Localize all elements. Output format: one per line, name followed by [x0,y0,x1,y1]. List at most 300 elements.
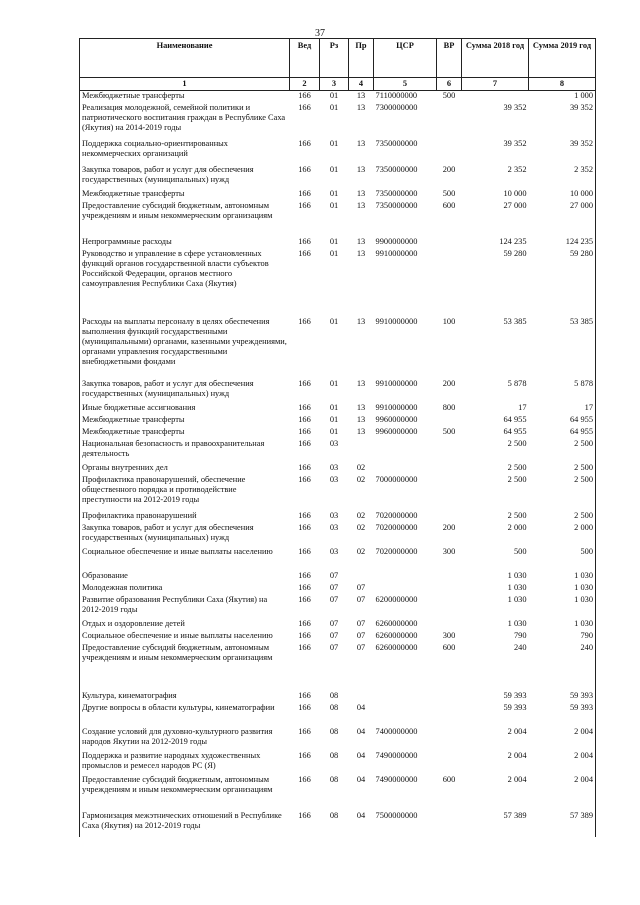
cell-rz: 01 [329,102,339,112]
cell-csr: 7000000000 [375,474,418,484]
cell-csr: 7350000000 [375,164,418,174]
cell-vr [437,237,462,249]
cell-sum-2018: 500 [513,546,527,556]
cell-sum-2019: 790 [529,631,596,643]
cell-sum-2019: 2 004 [529,775,596,811]
cell-ved: 166 [298,378,311,388]
cell-rz: 07 [329,630,339,640]
cell-pr: 13 [356,164,366,174]
header-csr: ЦСР [374,39,437,78]
header-row [80,39,596,78]
cell-sum-2019: 59 393 [529,691,596,703]
cell-pr: 13 [356,402,366,412]
cell-rz: 08 [329,690,339,700]
cell-name: Отдых и оздоровление детей [80,619,290,631]
cell-vr [437,103,462,139]
header-pr: Пр [349,39,374,78]
cell-csr [374,703,437,727]
cell-csr: 9910000000 [375,316,418,326]
cell-csr: 6260000000 [375,630,418,640]
cell-sum-2018: 2 500 [507,474,527,484]
cell-sum-2019: 5 878 [529,379,596,403]
cell-name: Межбюджетные трансферты [80,427,290,439]
cell-sum-2018: 59 393 [503,702,527,712]
cell-vr: 300 [442,546,456,556]
cell-sum-2018: 59 393 [503,690,527,700]
cell-rz: 08 [329,750,339,760]
column-number: 2 [290,78,320,91]
cell-csr: 7300000000 [375,102,418,112]
cell-csr: 6260000000 [375,642,418,652]
column-number: 4 [349,78,374,91]
header-rz: Рз [320,39,349,78]
cell-name: Социальное обеспечение и иные выплаты населению [80,631,290,643]
cell-sum-2018: 1 030 [507,594,527,604]
table-row [80,571,596,583]
cell-name: Молодежная политика [80,583,290,595]
cell-name: Поддержка социально-ориентированных некоммерческих организаций [80,139,290,165]
cell-sum-2019: 10 000 [529,189,596,201]
cell-sum-2019: 124 235 [529,237,596,249]
cell-pr [349,691,374,703]
cell-csr: 7350000000 [375,188,418,198]
cell-ved: 166 [298,200,311,210]
cell-vr [437,139,462,165]
table-row [80,595,596,619]
cell-name: Закупка товаров, работ и услуг для обеспечения государственных (муниципальных) нужд [80,165,290,189]
header-name: Наименование [80,39,290,78]
cell-pr: 13 [356,200,366,210]
cell-sum-2018: 27 000 [503,200,527,210]
header-vr: ВР [437,39,462,78]
cell-ved: 166 [298,188,311,198]
table-row [80,103,596,139]
cell-ved: 166 [298,138,311,148]
cell-vr: 500 [442,426,456,436]
cell-rz: 01 [329,316,339,326]
cell-sum-2018: 124 235 [499,236,527,246]
cell-name: Закупка товаров, работ и услуг для обеспечения государственных (муниципальных) нужд [80,523,290,547]
cell-vr [437,727,462,751]
cell-rz: 01 [329,200,339,210]
cell-sum-2018: 17 [518,402,527,412]
cell-ved: 166 [298,402,311,412]
cell-pr: 13 [356,102,366,112]
cell-ved: 166 [298,522,311,532]
cell-sum-2018 [462,91,529,103]
cell-sum-2019: 53 385 [529,317,596,379]
cell-sum-2019: 57 389 [529,811,596,837]
cell-pr: 07 [356,582,366,592]
cell-rz: 01 [329,236,339,246]
cell-csr: 7110000000 [375,91,418,100]
cell-rz: 07 [329,570,339,580]
cell-pr: 02 [356,546,366,556]
cell-sum-2018: 5 878 [507,378,527,388]
column-number: 1 [80,78,290,91]
table-row [80,523,596,547]
cell-vr: 600 [442,774,456,784]
cell-pr: 13 [356,378,366,388]
table-row [80,403,596,415]
cell-sum-2019: 1 030 [529,619,596,631]
cell-rz: 08 [329,774,339,784]
table-row [80,643,596,691]
cell-csr [374,463,437,475]
cell-csr: 6260000000 [375,618,418,628]
cell-sum-2018: 2 004 [507,750,527,760]
column-number: 6 [437,78,462,91]
cell-pr [349,571,374,583]
cell-name: Профилактика правонарушений, обеспечение общественного порядка и противодействие преступности на 2012-2019 годы [80,475,290,511]
cell-ved: 166 [298,474,311,484]
cell-name: Другие вопросы в области культуры, кинематографии [80,703,290,727]
cell-sum-2019: 2 500 [529,463,596,475]
cell-sum-2018: 1 030 [507,582,527,592]
cell-sum-2018: 39 352 [503,138,527,148]
cell-sum-2018: 240 [513,642,527,652]
cell-ved: 166 [298,702,311,712]
cell-vr: 100 [442,316,456,326]
cell-sum-2019: 2 352 [529,165,596,189]
cell-vr [437,511,462,523]
cell-vr [437,619,462,631]
cell-vr [437,691,462,703]
cell-name: Гармонизация межэтнических отношений в Республике Саха (Якутия) на 2012-2019 годы [80,811,290,837]
cell-rz: 08 [329,726,339,736]
cell-vr: 600 [442,642,456,652]
cell-name: Культура, кинематография [80,691,290,703]
cell-rz: 01 [329,414,339,424]
cell-csr: 7400000000 [375,726,418,736]
cell-rz: 01 [329,378,339,388]
cell-name: Межбюджетные трансферты [80,91,290,103]
cell-ved: 166 [298,630,311,640]
cell-name: Предоставление субсидий бюджетным, автономным учреждениям и иным некоммерческим организациям [80,201,290,237]
cell-vr: 200 [442,164,456,174]
table-row [80,511,596,523]
cell-pr: 04 [356,750,366,760]
column-number: 5 [374,78,437,91]
cell-sum-2019: 2 500 [529,475,596,511]
cell-ved: 166 [298,810,311,820]
table-row [80,775,596,811]
cell-rz: 01 [329,138,339,148]
cell-ved: 166 [298,426,311,436]
cell-vr [437,571,462,583]
cell-sum-2018: 790 [513,630,527,640]
cell-csr [374,583,437,595]
page-number: 37 [315,28,325,39]
column-number: 8 [529,78,596,91]
cell-sum-2018: 2 000 [507,522,527,532]
cell-csr: 9900000000 [375,236,418,246]
cell-vr: 300 [442,630,456,640]
cell-sum-2018: 2 004 [507,726,527,736]
cell-csr [374,571,437,583]
table-row [80,165,596,189]
cell-vr [437,249,462,317]
table-row [80,415,596,427]
cell-pr: 04 [356,774,366,784]
cell-sum-2018: 2 352 [507,164,527,174]
cell-csr: 9960000000 [375,414,418,424]
cell-sum-2018: 57 389 [503,810,527,820]
cell-pr: 13 [356,91,366,100]
table-row [80,727,596,751]
cell-name: Национальная безопасность и правоохранительная деятельность [80,439,290,463]
header-sum-2018: Сумма 2018 год [462,39,529,78]
cell-vr: 800 [442,402,456,412]
cell-sum-2019: 2 500 [529,439,596,463]
cell-rz: 07 [329,642,339,652]
cell-vr [437,811,462,837]
cell-sum-2019: 39 352 [529,139,596,165]
cell-ved: 166 [298,316,311,326]
cell-ved: 166 [298,642,311,652]
cell-sum-2019: 1 000 [529,91,596,103]
table-row [80,189,596,201]
table-row [80,249,596,317]
cell-name: Реализация молодежной, семейной политики и патриотического воспитания граждан в Республике Саха (Якутия) на 2014-2019 годы [80,103,290,139]
cell-vr: 600 [442,200,456,210]
cell-vr [437,475,462,511]
cell-rz: 03 [329,546,339,556]
cell-ved: 166 [298,570,311,580]
cell-csr: 7350000000 [375,200,418,210]
cell-pr: 07 [356,642,366,652]
cell-pr: 02 [356,522,366,532]
cell-rz: 08 [329,702,339,712]
cell-vr [437,415,462,427]
cell-ved: 166 [298,546,311,556]
cell-sum-2019: 1 030 [529,595,596,619]
cell-sum-2018: 1 030 [507,618,527,628]
table-row [80,751,596,775]
cell-csr: 7020000000 [375,546,418,556]
cell-sum-2019: 17 [529,403,596,415]
cell-sum-2018: 2 500 [507,462,527,472]
cell-ved: 166 [298,462,311,472]
header-ved: Вед [290,39,320,78]
cell-rz: 07 [329,582,339,592]
cell-pr: 13 [356,138,366,148]
column-number: 7 [462,78,529,91]
cell-sum-2018: 39 352 [503,102,527,112]
cell-ved: 166 [298,510,311,520]
cell-csr: 7020000000 [375,510,418,520]
cell-name: Межбюджетные трансферты [80,189,290,201]
cell-ved: 166 [298,438,311,448]
cell-sum-2018: 64 955 [503,426,527,436]
cell-sum-2019: 2 004 [529,727,596,751]
cell-sum-2019: 2 004 [529,751,596,775]
cell-rz: 01 [329,248,339,258]
cell-ved: 166 [298,91,311,100]
table-row [80,91,596,103]
cell-sum-2019: 59 393 [529,703,596,727]
cell-ved: 166 [298,248,311,258]
table-row [80,475,596,511]
cell-sum-2018: 1 030 [507,570,527,580]
cell-vr: 200 [442,522,456,532]
cell-rz: 07 [329,594,339,604]
cell-sum-2019: 1 030 [529,571,596,583]
table-row [80,703,596,727]
table-row [80,463,596,475]
cell-ved: 166 [298,414,311,424]
table-row [80,811,596,837]
cell-sum-2018: 2 500 [507,510,527,520]
cell-rz: 01 [329,426,339,436]
cell-name: Непрограммные расходы [80,237,290,249]
cell-vr: 500 [442,188,456,198]
cell-name: Профилактика правонарушений [80,511,290,523]
cell-ved: 166 [298,582,311,592]
table-row [80,619,596,631]
cell-csr: 7490000000 [375,774,418,784]
cell-ved: 166 [298,690,311,700]
cell-pr: 02 [356,462,366,472]
cell-sum-2019: 2 500 [529,511,596,523]
cell-rz: 03 [329,438,339,448]
cell-ved: 166 [298,164,311,174]
cell-csr: 9910000000 [375,402,418,412]
cell-pr: 04 [356,726,366,736]
cell-name: Предоставление субсидий бюджетным, автономным учреждениям и иным некоммерческим организациям [80,643,290,691]
cell-pr: 02 [356,474,366,484]
table-row [80,583,596,595]
cell-sum-2019: 240 [529,643,596,691]
cell-csr: 9960000000 [375,426,418,436]
column-number: 3 [320,78,349,91]
cell-sum-2019: 2 000 [529,523,596,547]
cell-pr: 07 [356,594,366,604]
cell-pr: 07 [356,618,366,628]
cell-csr: 9910000000 [375,378,418,388]
cell-vr: 500 [442,91,456,100]
column-number-row [80,78,596,91]
cell-ved: 166 [298,774,311,784]
cell-csr: 9910000000 [375,248,418,258]
cell-sum-2019: 500 [529,547,596,571]
cell-ved: 166 [298,236,311,246]
table-row [80,691,596,703]
cell-pr: 04 [356,810,366,820]
header-sum-2019: Сумма 2019 год [529,39,596,78]
cell-csr [374,439,437,463]
cell-sum-2019: 64 955 [529,415,596,427]
cell-ved: 166 [298,750,311,760]
cell-name: Образование [80,571,290,583]
cell-name: Развитие образования Республики Саха (Якутия) на 2012-2019 годы [80,595,290,619]
cell-sum-2019: 64 955 [529,427,596,439]
cell-csr [374,691,437,703]
table-row [80,547,596,571]
cell-name: Иные бюджетные ассигнования [80,403,290,415]
cell-sum-2018: 2 500 [507,438,527,448]
cell-csr: 6200000000 [375,594,418,604]
cell-pr: 13 [356,316,366,326]
table-row [80,139,596,165]
table-row [80,317,596,379]
cell-pr: 07 [356,630,366,640]
table-body [80,91,596,837]
table-row [80,427,596,439]
cell-name: Расходы на выплаты персоналу в целях обеспечения выполнения функций государственными (муниципальными) органами, казенными учреждениями, органами управления государственными внебюджетными фондами [80,317,290,379]
cell-rz: 07 [329,618,339,628]
cell-vr [437,703,462,727]
cell-ved: 166 [298,102,311,112]
cell-vr [437,751,462,775]
cell-ved: 166 [298,594,311,604]
cell-name: Социальное обеспечение и иные выплаты населению [80,547,290,571]
table-row [80,631,596,643]
cell-rz: 03 [329,474,339,484]
cell-pr: 13 [356,426,366,436]
cell-rz: 03 [329,510,339,520]
cell-csr: 7500000000 [375,810,418,820]
cell-rz: 01 [329,164,339,174]
cell-sum-2018: 59 280 [503,248,527,258]
cell-vr: 200 [442,378,456,388]
cell-name: Предоставление субсидий бюджетным, автономным учреждениям и иным некоммерческим организациям [80,775,290,811]
cell-pr: 13 [356,188,366,198]
table-row [80,379,596,403]
cell-vr [437,439,462,463]
cell-vr [437,595,462,619]
cell-csr: 7490000000 [375,750,418,760]
table-row [80,439,596,463]
cell-sum-2019: 39 352 [529,103,596,139]
cell-ved: 166 [298,726,311,736]
cell-name: Поддержка и развитие народных художественных промыслов и ремесел народов РС (Я) [80,751,290,775]
cell-pr: 02 [356,510,366,520]
cell-pr [349,439,374,463]
cell-sum-2018: 64 955 [503,414,527,424]
cell-rz: 01 [329,402,339,412]
cell-sum-2018: 53 385 [503,316,527,326]
cell-name: Создание условий для духовно-культурного развития народов Якутии на 2012-2019 годы [80,727,290,751]
cell-rz: 01 [329,91,339,100]
cell-name: Межбюджетные трансферты [80,415,290,427]
cell-csr: 7020000000 [375,522,418,532]
cell-pr: 13 [356,414,366,424]
cell-sum-2018: 2 004 [507,774,527,784]
cell-sum-2019: 1 030 [529,583,596,595]
cell-csr: 7350000000 [375,138,418,148]
cell-name: Закупка товаров, работ и услуг для обеспечения государственных (муниципальных) нужд [80,379,290,403]
cell-name: Руководство и управление в сфере установленных функций органов государственной власти субъектов Российской Федерации, органов местного самоуправления Республики Саха (Якутия) [80,249,290,317]
cell-sum-2019: 59 280 [529,249,596,317]
cell-vr [437,463,462,475]
cell-sum-2018: 10 000 [503,188,527,198]
cell-name: Органы внутренних дел [80,463,290,475]
budget-table [79,38,596,837]
table-row [80,201,596,237]
cell-sum-2019: 27 000 [529,201,596,237]
cell-pr: 04 [356,702,366,712]
cell-rz: 03 [329,462,339,472]
cell-pr: 13 [356,248,366,258]
cell-rz: 03 [329,522,339,532]
cell-vr [437,583,462,595]
cell-ved: 166 [298,618,311,628]
cell-rz: 08 [329,810,339,820]
cell-pr: 13 [356,236,366,246]
table-row [80,237,596,249]
cell-rz: 01 [329,188,339,198]
